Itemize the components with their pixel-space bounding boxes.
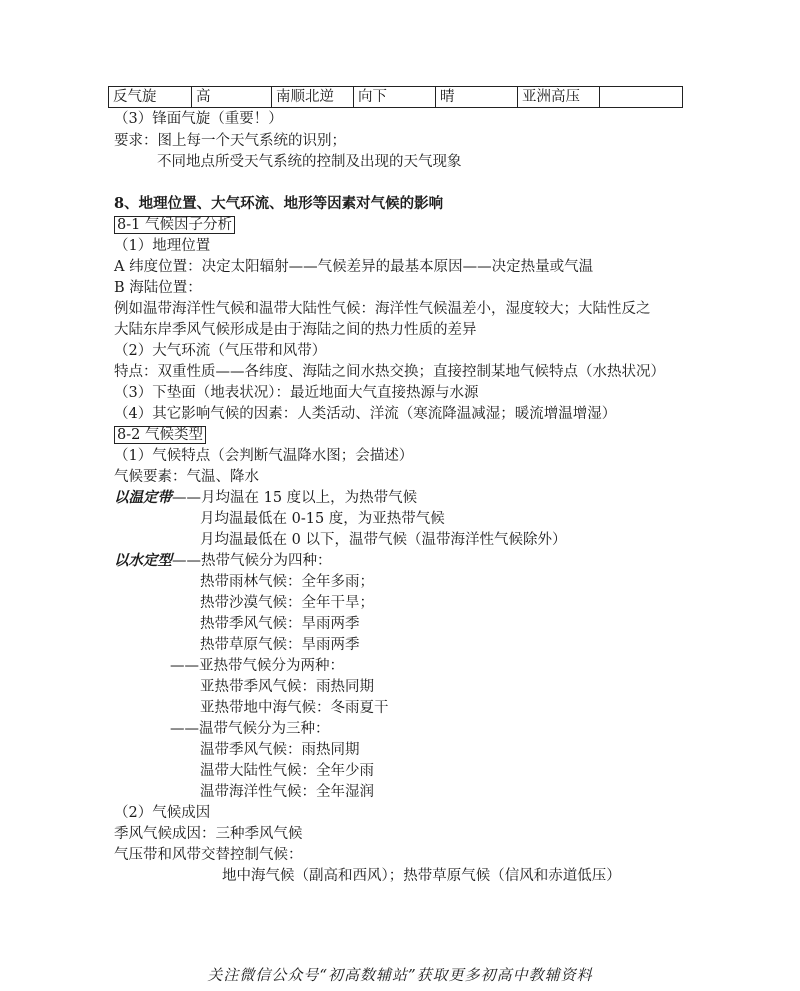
belt-control: 气压带和风带交替控制气候： <box>114 847 303 863</box>
requirement-text: 要求：图上每一个天气系统的识别； <box>114 133 346 149</box>
weather-system-table <box>108 86 683 108</box>
climate-item: 亚热带地中海气候：冬雨夏干 <box>200 700 389 716</box>
temp-label: 以温定带 <box>114 489 172 506</box>
section-title: 8、地理位置、大气环流、地形等因素对气候的影响 <box>114 195 444 212</box>
table-cell: 高 <box>192 87 272 108</box>
belt-examples: 地中海气候（副高和西风）；热带草原气候（信风和赤道低压） <box>222 868 621 884</box>
s1-item1: （1）地理位置 <box>114 238 211 254</box>
temp-zone-line-1 <box>114 488 417 508</box>
climate-item: 热带雨林气候：全年多雨； <box>200 574 374 590</box>
table-cell: 反气旋 <box>109 87 192 108</box>
requirement-detail: 不同地点所受天气系统的控制及出现的天气现象 <box>157 154 462 170</box>
climate-item: 热带季风气候：旱雨两季 <box>200 616 360 632</box>
table-cell: 晴 <box>436 87 518 108</box>
temperate-head: ——温带气候分为三种： <box>170 721 330 737</box>
table-cell: 南顺北逆 <box>272 87 354 108</box>
climate-item: 热带沙漠气候：全年干旱； <box>200 595 374 611</box>
s2-elements: 气候要素：气温、降水 <box>114 469 259 485</box>
temp-line: 月均温最低在 0 以下，温带气候（温带海洋性气候除外） <box>200 532 567 548</box>
subsection-title-1-text: 8-1 气候因子分析 <box>114 216 235 234</box>
s1-item2-detail: 特点：双重性质——各纬度、海陆之间水热交换；直接控制某地气候特点（水热状况） <box>114 364 665 380</box>
water-head-text: ——热带气候分为四种： <box>172 553 332 569</box>
monsoon-cause: 季风气候成因：三种季风气候 <box>114 826 303 842</box>
climate-item: 亚热带季风气候：雨热同期 <box>200 679 374 695</box>
table-cell: 亚洲高压 <box>518 87 600 108</box>
temp-line: ——月均温在 15 度以上，为热带气候 <box>172 490 418 506</box>
temp-line: 月均温最低在 0-15 度，为亚热带气候 <box>200 511 445 527</box>
s1-item2: （2）大气环流（气压带和风带） <box>114 343 327 359</box>
climate-item: 温带海洋性气候：全年湿润 <box>200 784 374 800</box>
s1-item3: （3）下垫面（地表状况）：最近地面大气直接热源与水源 <box>114 385 479 401</box>
climate-item: 温带季风气候：雨热同期 <box>200 742 360 758</box>
s2-item2: （2）气候成因 <box>114 805 211 821</box>
s1-example-a: 例如温带海洋性气候和温带大陆性气候：海洋性气候温差小，湿度较大；大陆性反之 <box>114 301 651 317</box>
s1-example-b: 大陆东岸季风气候形成是由于海陆之间的热力性质的差异 <box>114 322 477 338</box>
subtropical-head: ——亚热带气候分为两种： <box>170 658 344 674</box>
table-cell <box>600 87 683 108</box>
s1-landsea: B 海陆位置： <box>114 280 202 296</box>
subsection-title-2-text: 8-2 气候类型 <box>114 426 206 444</box>
s1-latitude: A 纬度位置：决定太阳辐射——气候差异的最基本原因——决定热量或气温 <box>114 259 594 275</box>
front-cyclone-heading: （3）锋面气旋（重要！） <box>114 111 283 127</box>
s1-item4: （4）其它影响气候的因素：人类活动、洋流（寒流降温减湿；暖流增温增湿） <box>114 406 617 422</box>
table-row <box>109 87 683 108</box>
subsection-title-2 <box>114 425 206 445</box>
climate-item: 热带草原气候：旱雨两季 <box>200 637 360 653</box>
climate-item: 温带大陆性气候：全年少雨 <box>200 763 374 779</box>
water-type-head <box>114 551 332 571</box>
footer-note: 关注微信公众号“初高数辅站”获取更多初高中教辅资料 <box>207 966 593 984</box>
water-label: 以水定型 <box>114 552 172 569</box>
s2-item1: （1）气候特点（会判断气温降水图；会描述） <box>114 448 414 464</box>
table-cell: 向下 <box>354 87 436 108</box>
subsection-title-1 <box>114 215 235 235</box>
